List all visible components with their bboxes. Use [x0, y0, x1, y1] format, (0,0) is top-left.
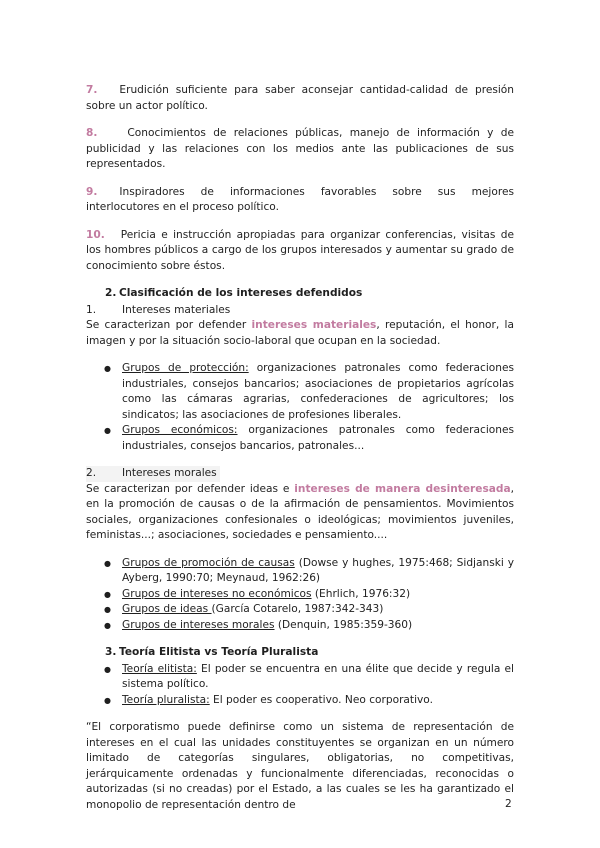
list-item [122, 587, 514, 603]
list-text: organizaciones patronales como federaciones industriales, consejos bancarios; asociaciones de propietarios agrícolas como las cámaras agrarias, confederaciones de agricultores; los sindicatos; las asociaciones de profesiones liberales. [122, 362, 514, 421]
list-term: Grupos de intereses morales [122, 618, 275, 631]
subsection-1-intro [86, 318, 514, 349]
list-item [122, 556, 514, 587]
subsection-2-intro [86, 482, 514, 544]
list-term: Teoría elitista: [122, 662, 197, 675]
item-text: Erudición suficiente para saber aconsejar cantidad-calidad de presión sobre un actor político. [86, 84, 514, 112]
numbered-item-9 [86, 185, 514, 216]
list-text: organizaciones patronales como federaciones industriales, consejos bancarios, patronales... [122, 424, 514, 452]
item-number: 10. [86, 228, 105, 241]
intro-text: , en la promoción de causas o de la afirmación de pensamientos. Movimientos sociales, organizaciones confesionales o ideológicas; movimientos juveniles, feministas...; asociaciones, sociedades e pensamiento.... [86, 482, 515, 541]
numbered-item-10 [86, 228, 514, 275]
intro-text: Se caracterizan por defender [86, 319, 252, 331]
list-term: Grupos de protección: [122, 362, 249, 374]
intro-text: , reputación, el honor, la imagen y por la situación socio-laboral que ocupan en la sociedad. [86, 319, 514, 347]
subsection-number: 1. [86, 303, 97, 316]
subsection-number: 2. [86, 467, 97, 479]
list-text: (García Cotarelo, 1987:342-343) [211, 603, 384, 615]
highlight-text: intereses de manera desinteresada [294, 482, 511, 495]
list-text: (Denquin, 1985:359-360) [274, 618, 413, 631]
highlight-text: intereses materiales [251, 319, 377, 331]
list-text: (Ehrlich, 1976:32) [311, 587, 411, 600]
list-item [122, 618, 514, 634]
list-item [122, 602, 514, 618]
subsection-title: Intereses morales [122, 467, 217, 479]
section-number: 3. [105, 646, 117, 658]
section-number: 2. [105, 287, 117, 299]
subsection-1-list [86, 361, 514, 454]
numbered-item-8 [86, 126, 514, 173]
section-2-heading [105, 286, 514, 302]
list-term: Grupos económicos: [122, 424, 238, 436]
numbered-item-7 [86, 83, 514, 114]
list-item [122, 662, 514, 693]
list-term: Teoría pluralista: [122, 693, 210, 706]
item-text: Inspiradores de informaciones favorables sobre sus mejores interlocutores en el proceso político. [86, 185, 514, 213]
intro-text: Se caracterizan por defender ideas e [86, 482, 295, 495]
list-item [122, 423, 514, 454]
item-number: 7. [86, 84, 98, 96]
item-number: 9. [86, 185, 98, 198]
section-title: Teoría Elitista vs Teoría Pluralista [119, 646, 319, 658]
list-item [122, 361, 514, 423]
list-term: Grupos de promoción de causas [122, 556, 295, 569]
section-3-list [86, 662, 514, 709]
item-text: Conocimientos de relaciones públicas, manejo de información y de publicidad y las relaciones con los medios ante las publicaciones de sus representados. [86, 127, 514, 170]
list-text: El poder es cooperativo. Neo corporativo. [209, 693, 433, 706]
list-text: El poder se encuentra en una élite que decide y regula el sistema político. [122, 662, 514, 690]
list-term: Grupos de ideas [122, 603, 212, 615]
section-3-heading [105, 645, 514, 661]
page-number: 2 [505, 798, 512, 810]
list-text: (Dowse y hughes, 1975:468; Sidjanski y Ayberg, 1990:70; Meynaud, 1962:26) [122, 556, 514, 584]
list-item [122, 693, 514, 709]
list-term: Grupos de intereses no económicos [122, 587, 312, 600]
subsection-title: Intereses materiales [122, 303, 231, 316]
quote-paragraph: “El corporatismo puede definirse como un sistema de representación de intereses en el cual las unidades constituyentes se organizan en un número limitado de categorías singulares, obligatorias, no competitivas, jerárquicamente ordenadas y funcionalmente diferenciadas, reconocidas o autorizadas (si no creadas) por el Estado, a las cuales se les ha garantizado el monopolio de representación dentro de [86, 721, 514, 811]
section-title: Clasificación de los intereses defendidos [119, 287, 363, 299]
item-text: Pericia e instrucción apropiadas para organizar conferencias, visitas de los hombres públicos a cargo de los grupos interesados y aumentar su grado de conocimiento sobre éstos. [86, 228, 514, 272]
subsection-2-heading [86, 466, 220, 482]
subsection-2-list [86, 556, 514, 634]
page-content [86, 83, 514, 825]
subsection-1-heading [86, 303, 514, 319]
item-number: 8. [86, 127, 98, 139]
